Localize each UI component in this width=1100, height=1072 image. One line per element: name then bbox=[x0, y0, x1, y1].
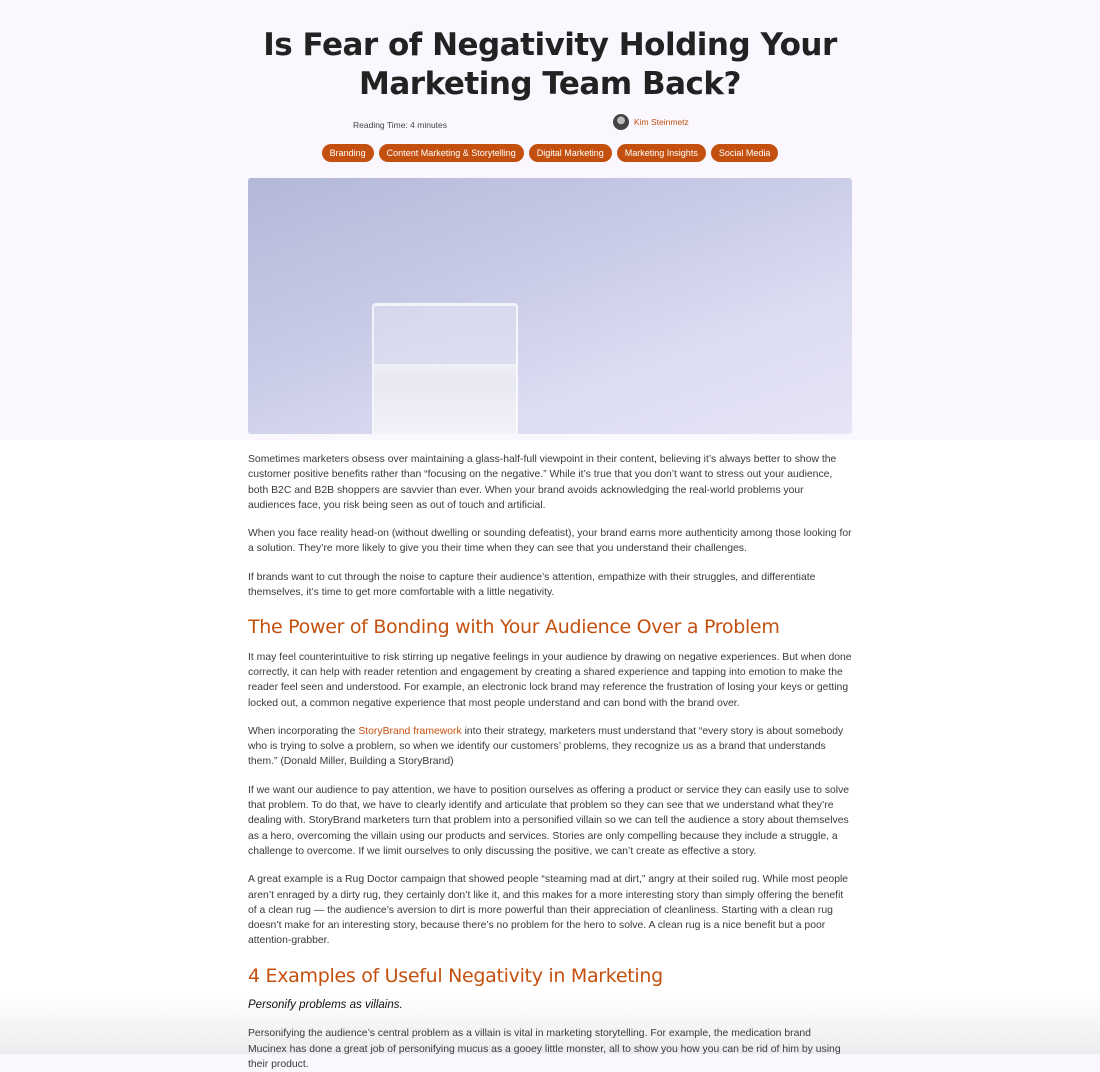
author-name: Kim Steinmetz bbox=[634, 117, 689, 127]
section-heading: The Power of Bonding with Your Audience Over a Problem bbox=[248, 616, 780, 639]
paragraph: It may feel counterintuitive to risk stirring up negative feelings in your audience by drawing on negative experiences. But when done correctly, it can help with reader retention and engagement by creating a shared experience and tapping into emotion to make the reader feel seen and understood. For example, an electronic lock brand may reference the frustration of losing your keys or getting locked out, a common negative experience that most people understand and can bond with the brand over. bbox=[248, 651, 852, 709]
article-body bbox=[248, 452, 852, 1072]
paragraph: A great example is a Rug Doctor campaign that showed people “steaming mad at dirt,” angry at their soiled rug. While most people aren’t enraged by a dirty rug, they certainly don’t like it, and this makes for a more interesting story than simply offering the benefit of a clean rug — the audience’s aversion to dirt is more powerful than their appreciation of cleanliness. Starting with a clean rug doesn’t make for an interesting story, because there’s no problem for the hero to solve. A clean rug is a nice benefit but a poor attention-grabber. bbox=[248, 874, 849, 947]
tag-list bbox=[248, 144, 852, 162]
tag-branding[interactable]: Branding bbox=[322, 144, 374, 162]
tag-marketing-insights[interactable]: Marketing Insights bbox=[617, 144, 706, 162]
paragraph: Sometimes marketers obsess over maintaining a glass-half-full viewpoint in their content, believing it’s always better to show the customer positive benefits rather than “focusing on the negative.” While it’s true that you don’t want to stress out your audience, both B2C and B2B shoppers are savvier than ever. When your brand avoids acknowledging the real-world problems your audiences face, you risk being seen as out of touch and artificial. bbox=[248, 454, 837, 511]
text: into their strategy, marketers must understand that “every story is about somebody who is trying to solve a problem, so when we identify our customers’ problems, they recognize us as a brand that understands them.” (Donald Miller, Building a StoryBrand) bbox=[248, 725, 844, 768]
subheading: Personify problems as villains. bbox=[248, 999, 403, 1012]
article-meta bbox=[248, 114, 852, 136]
tag-social-media[interactable]: Social Media bbox=[711, 144, 779, 162]
hero-image bbox=[248, 178, 852, 434]
tag-content-marketing[interactable]: Content Marketing & Storytelling bbox=[379, 144, 524, 162]
paragraph: If we want our audience to pay attention, we have to position ourselves as offering a product or service they can easily use to solve that problem. To do that, we have to clearly identify and articulate that problem so they can see that we understand what they’re dealing with. StoryBrand marketers turn that problem into a personified villain so we can tell the audience a story about themselves as a hero, overcoming the villain using our products and services. Stories are only compelling because they include a struggle, a challenge to overcome. If we limit ourselves to only discussing the positive, we can’t create as effective a story. bbox=[248, 784, 850, 857]
text: When incorporating the bbox=[248, 725, 359, 737]
storybrand-link[interactable]: StoryBrand framework bbox=[358, 725, 462, 737]
reading-time: Reading Time: 4 minutes bbox=[353, 120, 448, 130]
paragraph: When you face reality head-on (without dwelling or sounding defeatist), your brand earns more authenticity among those looking for a solution. They’re more likely to give you their time when they can see that you understand their challenges. bbox=[248, 528, 852, 555]
water-glass-image bbox=[372, 303, 518, 434]
paragraph: If brands want to cut through the noise to capture their audience’s attention, empathize with their struggles, and differentiate themselves, it’s time to get more comfortable with a little negativity. bbox=[248, 571, 816, 599]
author-link[interactable] bbox=[613, 114, 689, 130]
article bbox=[248, 0, 852, 1072]
section-heading: 4 Examples of Useful Negativity in Marketing bbox=[248, 964, 663, 987]
avatar bbox=[613, 114, 629, 130]
paragraph: Personifying the audience’s central problem as a villain is vital in marketing storytelling. For example, the medication brand Mucinex has done a great job of personifying mucus as a gooey little monster, all to show you how you can be rid of him by using their product. bbox=[248, 1028, 841, 1070]
tag-digital-marketing[interactable]: Digital Marketing bbox=[529, 144, 612, 162]
article-title: Is Fear of Negativity Holding Your Marketing Team Back? bbox=[263, 27, 837, 102]
paragraph bbox=[248, 724, 852, 770]
